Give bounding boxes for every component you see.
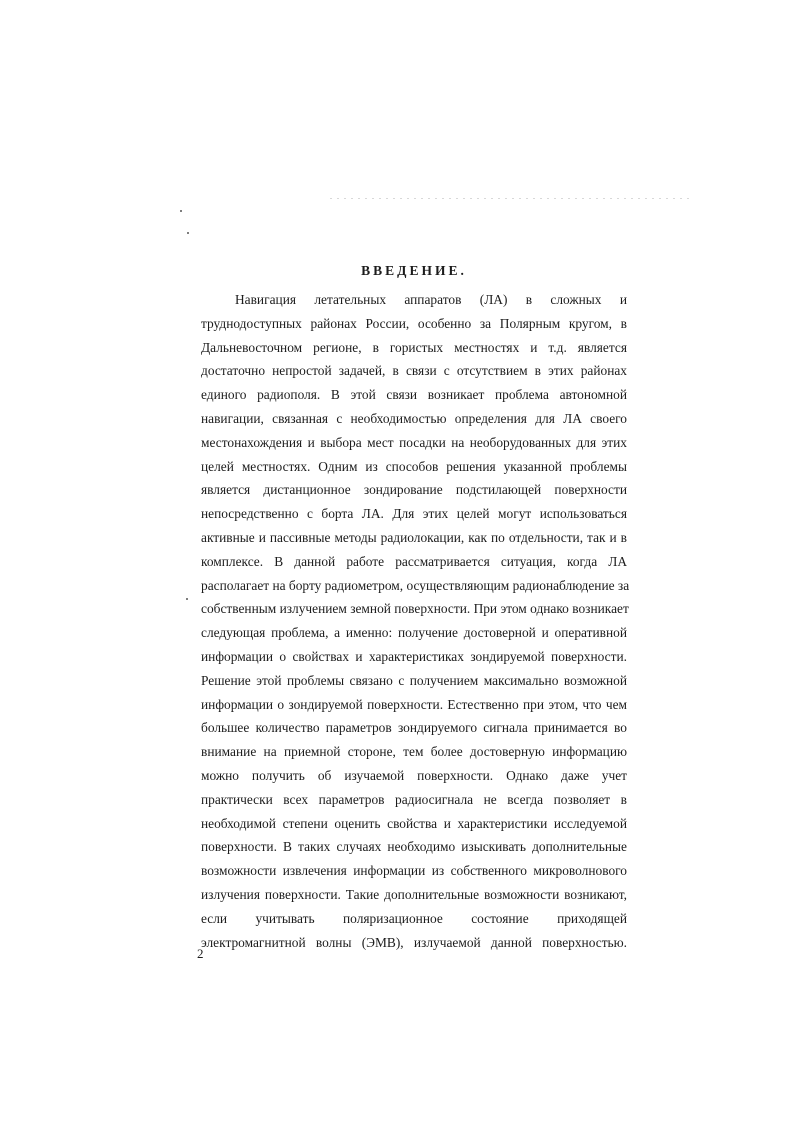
text-line: комплексе. В данной работе рассматривается ситуация, когда ЛА bbox=[201, 553, 627, 569]
text-line: необходимой степени оценить свойства и характеристики исследуемой bbox=[201, 815, 627, 831]
text-line: достаточно непростой задачей, в связи с отсутствием в этих районах bbox=[201, 363, 627, 379]
text-line: внимание на приемной стороне, тем более достоверную информацию bbox=[201, 744, 627, 760]
text-line: активные и пассивные методы радиолокации, как по отдельности, так и в bbox=[201, 529, 627, 545]
text-line: можно получить об изучаемой поверхности. Однако даже учет bbox=[201, 767, 627, 783]
text-line: большее количество параметров зондируемого сигнала принимается во bbox=[201, 720, 627, 736]
scan-artifact-line bbox=[330, 198, 690, 199]
text-line: возможности извлечения информации из собственного микроволнового bbox=[201, 863, 627, 879]
text-line: целей местностях. Одним из способов решения указанной проблемы bbox=[201, 458, 627, 474]
text-line: является дистанционное зондирование подстилающей поверхности bbox=[201, 482, 627, 498]
text-line: Навигация летательных аппаратов (ЛА) в сложных и bbox=[235, 292, 627, 307]
text-line: Дальневосточном регионе, в гористых местностях и т.д. является bbox=[201, 339, 627, 355]
text-line: информации о зондируемой поверхности. Естественно при этом, что чем bbox=[201, 696, 627, 712]
text-line: поверхности. В таких случаях необходимо изыскивать дополнительные bbox=[201, 839, 627, 855]
body-paragraph bbox=[201, 288, 630, 954]
text-line: если учитывать поляризационное состояние приходящей bbox=[201, 910, 627, 926]
text-line: единого радиополя. В этой связи возникает проблема автономной bbox=[201, 387, 627, 403]
text-line: труднодоступных районах России, особенно за Полярным кругом, в bbox=[201, 315, 627, 331]
text-line: навигации, связанная с необходимостью определения для ЛА своего bbox=[201, 410, 627, 426]
text-line: информации о свойствах и характеристиках зондируемой поверхности. bbox=[201, 648, 627, 664]
text-line: непосредственно с борта ЛА. Для этих целей могут использоваться bbox=[201, 506, 627, 522]
text-line: излучения поверхности. Такие дополнительные возможности возникают, bbox=[201, 886, 627, 902]
text-line: следующая проблема, а именно: получение достоверной и оперативной bbox=[201, 625, 627, 641]
text-line: местонахождения и выбора мест посадки на необорудованных для этих bbox=[201, 434, 627, 450]
section-title: ВВЕДЕНИЕ. bbox=[361, 263, 467, 278]
text-line: собственным излучением земной поверхности. При этом однако возникает bbox=[201, 601, 629, 617]
text-line: практически всех параметров радиосигнала не всегда позволяет в bbox=[201, 791, 627, 807]
text-line: электромагнитной волны (ЭМВ), излучаемой данной поверхностью. bbox=[201, 934, 627, 950]
scan-speck bbox=[187, 232, 189, 234]
scan-speck bbox=[180, 210, 182, 212]
text-line: располагает на борту радиометром, осуществляющим радионаблюдение за bbox=[201, 577, 630, 593]
scan-speck bbox=[186, 598, 188, 600]
text-line: Решение этой проблемы связано с получением максимально возможной bbox=[201, 672, 627, 688]
page-number: 2 bbox=[197, 946, 204, 961]
